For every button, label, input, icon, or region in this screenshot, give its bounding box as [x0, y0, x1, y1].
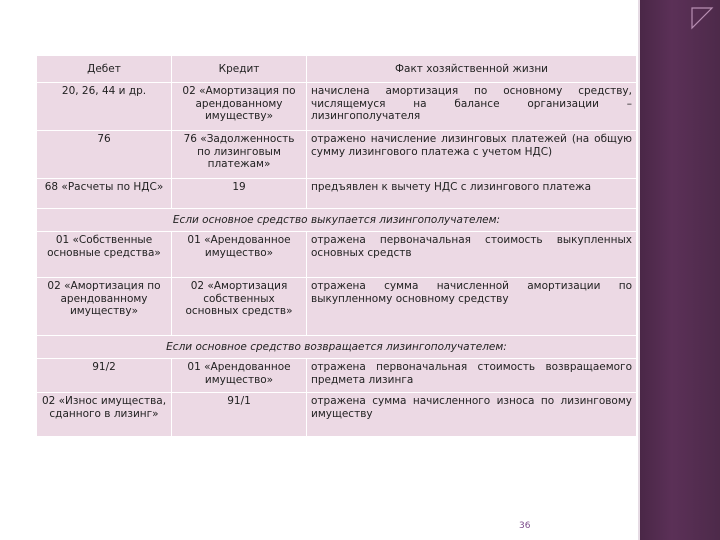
header-credit: Кредит: [172, 56, 307, 83]
section-title-buyout: Если основное средство выкупается лизингополучателем:: [37, 209, 637, 232]
table-row: [37, 393, 637, 437]
fact-cell: отражена сумма начисленной амортизации по выкупленному основному средству: [307, 278, 637, 336]
credit-cell: 19: [172, 179, 307, 209]
debit-cell: 02 «Износ имущества, сданного в лизинг»: [37, 393, 172, 437]
decorative-triangle-icon: [690, 6, 714, 30]
table-row: [37, 359, 637, 393]
decorative-side-panel: [640, 0, 720, 540]
fact-cell: отражена сумма начисленного износа по лизинговому имуществу: [307, 393, 637, 437]
header-debit: Дебет: [37, 56, 172, 83]
table-row: [37, 232, 637, 278]
table-header-row: [37, 56, 637, 83]
debit-cell: 91/2: [37, 359, 172, 393]
fact-cell: предъявлен к вычету НДС с лизингового платежа: [307, 179, 637, 209]
debit-cell: 76: [37, 131, 172, 179]
fact-cell: отражена первоначальная стоимость выкупленных основных средств: [307, 232, 637, 278]
header-fact: Факт хозяйственной жизни: [307, 56, 637, 83]
fact-cell: начислена амортизация по основному средству, числящемуся на балансе организации – лизингополучателя: [307, 83, 637, 131]
accounting-entries-table: [36, 55, 637, 437]
credit-cell: 01 «Арендованное имущество»: [172, 232, 307, 278]
section-row-buyout: [37, 209, 637, 232]
section-row-return: [37, 336, 637, 359]
fact-cell: отражена первоначальная стоимость возвращаемого предмета лизинга: [307, 359, 637, 393]
table-row: [37, 179, 637, 209]
credit-cell: 02 «Амортизация по арендованному имуществу»: [172, 83, 307, 131]
table-row: [37, 278, 637, 336]
page-number: 36: [519, 521, 531, 531]
credit-cell: 01 «Арендованное имущество»: [172, 359, 307, 393]
table-row: [37, 83, 637, 131]
table-row: [37, 131, 637, 179]
credit-cell: 02 «Амортизация собственных основных средств»: [172, 278, 307, 336]
credit-cell: 91/1: [172, 393, 307, 437]
debit-cell: 20, 26, 44 и др.: [37, 83, 172, 131]
credit-cell: 76 «Задолженность по лизинговым платежам»: [172, 131, 307, 179]
debit-cell: 01 «Собственные основные средства»: [37, 232, 172, 278]
debit-cell: 02 «Амортизация по арендованному имуществу»: [37, 278, 172, 336]
debit-cell: 68 «Расчеты по НДС»: [37, 179, 172, 209]
section-title-return: Если основное средство возвращается лизингополучателем:: [37, 336, 637, 359]
fact-cell: отражено начисление лизинговых платежей (на общую сумму лизингового платежа с учетом НДС): [307, 131, 637, 179]
